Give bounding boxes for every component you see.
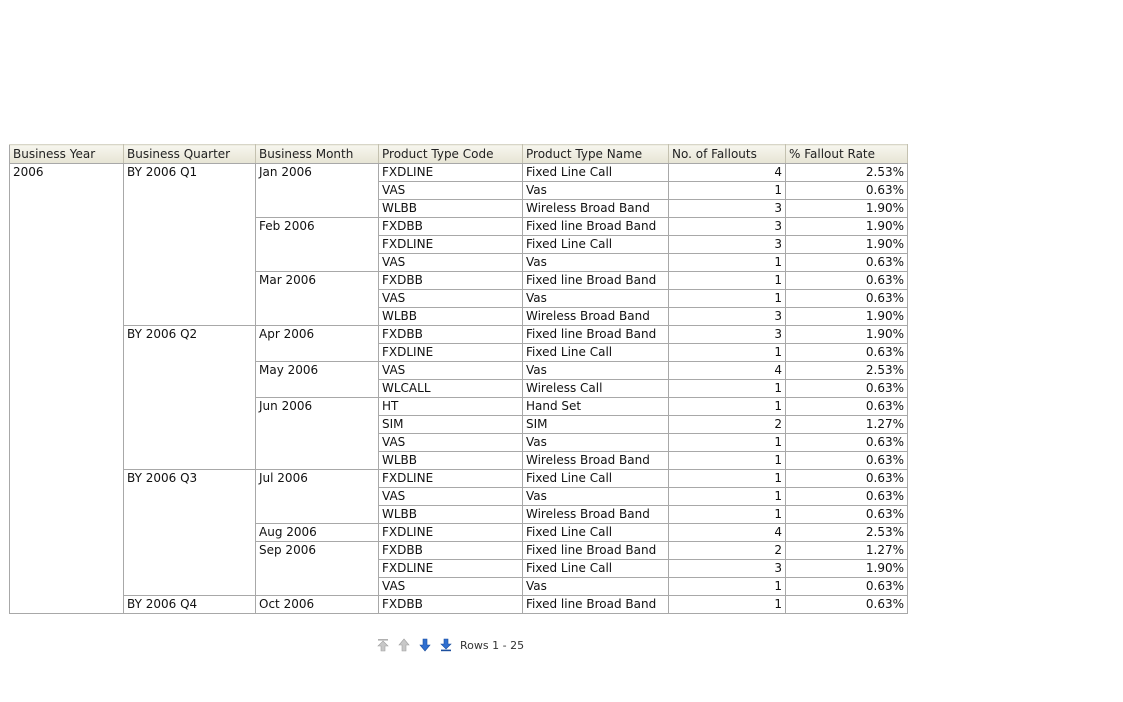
cell-fallout-rate: 0.63%	[786, 254, 908, 272]
cell-product-type-code: VAS	[379, 488, 523, 506]
cell-no-of-fallouts: 3	[669, 236, 786, 254]
cell-product-type-code: VAS	[379, 182, 523, 200]
report-table	[9, 144, 908, 614]
cell-product-type-name: Wireless Call	[523, 380, 669, 398]
cell-no-of-fallouts: 3	[669, 308, 786, 326]
cell-product-type-code: FXDBB	[379, 218, 523, 236]
cell-product-type-name: Fixed Line Call	[523, 344, 669, 362]
cell-business-month: Apr 2006	[256, 326, 379, 362]
cell-product-type-name: Vas	[523, 182, 669, 200]
cell-no-of-fallouts: 3	[669, 560, 786, 578]
cell-product-type-name: Wireless Broad Band	[523, 506, 669, 524]
table-row	[10, 326, 908, 344]
page-last-button[interactable]	[437, 636, 455, 654]
header-business-quarter[interactable]: Business Quarter	[124, 145, 256, 164]
table-row	[10, 164, 908, 182]
cell-business-month: Mar 2006	[256, 272, 379, 326]
cell-no-of-fallouts: 2	[669, 542, 786, 560]
cell-product-type-code: FXDBB	[379, 326, 523, 344]
cell-product-type-code: WLBB	[379, 452, 523, 470]
cell-fallout-rate: 2.53%	[786, 164, 908, 182]
cell-product-type-code: VAS	[379, 254, 523, 272]
cell-business-month: May 2006	[256, 362, 379, 398]
cell-product-type-code: FXDLINE	[379, 344, 523, 362]
cell-product-type-code: HT	[379, 398, 523, 416]
header-product-type-name[interactable]: Product Type Name	[523, 145, 669, 164]
cell-no-of-fallouts: 4	[669, 524, 786, 542]
cell-fallout-rate: 0.63%	[786, 578, 908, 596]
cell-product-type-name: Wireless Broad Band	[523, 452, 669, 470]
cell-no-of-fallouts: 1	[669, 254, 786, 272]
cell-product-type-name: Vas	[523, 578, 669, 596]
cell-product-type-name: Fixed Line Call	[523, 470, 669, 488]
cell-product-type-name: Vas	[523, 488, 669, 506]
cell-product-type-name: Vas	[523, 362, 669, 380]
cell-fallout-rate: 0.63%	[786, 452, 908, 470]
cell-no-of-fallouts: 1	[669, 452, 786, 470]
cell-no-of-fallouts: 4	[669, 164, 786, 182]
cell-no-of-fallouts: 1	[669, 380, 786, 398]
cell-no-of-fallouts: 1	[669, 272, 786, 290]
cell-fallout-rate: 1.90%	[786, 326, 908, 344]
cell-no-of-fallouts: 1	[669, 506, 786, 524]
page-previous-button[interactable]	[395, 636, 413, 654]
cell-product-type-code: WLBB	[379, 308, 523, 326]
cell-fallout-rate: 2.53%	[786, 362, 908, 380]
cell-business-month: Jul 2006	[256, 470, 379, 524]
cell-product-type-code: FXDLINE	[379, 560, 523, 578]
cell-product-type-code: FXDBB	[379, 542, 523, 560]
cell-no-of-fallouts: 3	[669, 200, 786, 218]
cell-fallout-rate: 0.63%	[786, 470, 908, 488]
cell-fallout-rate: 0.63%	[786, 488, 908, 506]
page-last-icon	[438, 637, 454, 653]
cell-product-type-code: VAS	[379, 290, 523, 308]
report-body	[10, 164, 908, 614]
cell-product-type-name: Hand Set	[523, 398, 669, 416]
rows-range-label: Rows 1 - 25	[460, 638, 525, 652]
cell-no-of-fallouts: 3	[669, 326, 786, 344]
cell-business-month: Jun 2006	[256, 398, 379, 470]
cell-product-type-code: FXDLINE	[379, 164, 523, 182]
table-row	[10, 470, 908, 488]
cell-no-of-fallouts: 4	[669, 362, 786, 380]
cell-product-type-name: Vas	[523, 434, 669, 452]
cell-product-type-code: FXDLINE	[379, 524, 523, 542]
cell-fallout-rate: 0.63%	[786, 272, 908, 290]
cell-business-month: Feb 2006	[256, 218, 379, 272]
cell-no-of-fallouts: 1	[669, 398, 786, 416]
cell-product-type-code: FXDBB	[379, 272, 523, 290]
cell-no-of-fallouts: 3	[669, 218, 786, 236]
page-down-icon	[417, 637, 433, 653]
cell-product-type-code: FXDBB	[379, 596, 523, 614]
cell-product-type-code: SIM	[379, 416, 523, 434]
pagination-bar	[374, 635, 524, 655]
cell-business-month: Aug 2006	[256, 524, 379, 542]
cell-no-of-fallouts: 1	[669, 434, 786, 452]
cell-product-type-name: Wireless Broad Band	[523, 200, 669, 218]
page-first-icon	[375, 637, 391, 653]
table-row	[10, 596, 908, 614]
page-up-icon	[396, 637, 412, 653]
cell-product-type-code: VAS	[379, 362, 523, 380]
cell-product-type-name: Fixed line Broad Band	[523, 272, 669, 290]
header-row	[10, 145, 908, 164]
cell-fallout-rate: 0.63%	[786, 380, 908, 398]
header-product-type-code[interactable]: Product Type Code	[379, 145, 523, 164]
cell-business-month: Sep 2006	[256, 542, 379, 596]
cell-no-of-fallouts: 1	[669, 596, 786, 614]
cell-no-of-fallouts: 1	[669, 488, 786, 506]
cell-product-type-code: WLBB	[379, 506, 523, 524]
cell-fallout-rate: 0.63%	[786, 182, 908, 200]
cell-no-of-fallouts: 1	[669, 344, 786, 362]
cell-product-type-name: Wireless Broad Band	[523, 308, 669, 326]
cell-no-of-fallouts: 1	[669, 578, 786, 596]
cell-product-type-name: Fixed Line Call	[523, 164, 669, 182]
cell-fallout-rate: 1.27%	[786, 416, 908, 434]
page-next-button[interactable]	[416, 636, 434, 654]
cell-product-type-name: Fixed line Broad Band	[523, 326, 669, 344]
cell-fallout-rate: 1.90%	[786, 200, 908, 218]
cell-no-of-fallouts: 2	[669, 416, 786, 434]
cell-business-year: 2006	[10, 164, 124, 614]
cell-fallout-rate: 1.90%	[786, 218, 908, 236]
cell-product-type-code: VAS	[379, 578, 523, 596]
cell-no-of-fallouts: 1	[669, 290, 786, 308]
cell-product-type-name: SIM	[523, 416, 669, 434]
cell-fallout-rate: 0.63%	[786, 506, 908, 524]
header-no-of-fallouts[interactable]: No. of Fallouts	[669, 145, 786, 164]
cell-fallout-rate: 0.63%	[786, 596, 908, 614]
cell-product-type-code: FXDLINE	[379, 470, 523, 488]
cell-fallout-rate: 0.63%	[786, 290, 908, 308]
header-business-month[interactable]: Business Month	[256, 145, 379, 164]
cell-product-type-name: Fixed Line Call	[523, 524, 669, 542]
page-first-button[interactable]	[374, 636, 392, 654]
cell-business-quarter: BY 2006 Q4	[124, 596, 256, 614]
cell-product-type-name: Fixed line Broad Band	[523, 542, 669, 560]
cell-business-quarter: BY 2006 Q1	[124, 164, 256, 326]
cell-product-type-name: Fixed Line Call	[523, 236, 669, 254]
header-business-year[interactable]: Business Year	[10, 145, 124, 164]
cell-no-of-fallouts: 1	[669, 182, 786, 200]
cell-fallout-rate: 1.27%	[786, 542, 908, 560]
cell-product-type-code: WLCALL	[379, 380, 523, 398]
cell-business-month: Oct 2006	[256, 596, 379, 614]
cell-fallout-rate: 1.90%	[786, 236, 908, 254]
cell-product-type-name: Fixed Line Call	[523, 560, 669, 578]
cell-fallout-rate: 0.63%	[786, 344, 908, 362]
header-fallout-rate[interactable]: % Fallout Rate	[786, 145, 908, 164]
cell-fallout-rate: 1.90%	[786, 308, 908, 326]
cell-no-of-fallouts: 1	[669, 470, 786, 488]
cell-fallout-rate: 1.90%	[786, 560, 908, 578]
cell-business-quarter: BY 2006 Q3	[124, 470, 256, 596]
cell-product-type-name: Fixed line Broad Band	[523, 596, 669, 614]
cell-fallout-rate: 2.53%	[786, 524, 908, 542]
cell-product-type-code: FXDLINE	[379, 236, 523, 254]
cell-product-type-name: Vas	[523, 290, 669, 308]
cell-fallout-rate: 0.63%	[786, 398, 908, 416]
cell-product-type-name: Fixed line Broad Band	[523, 218, 669, 236]
cell-fallout-rate: 0.63%	[786, 434, 908, 452]
cell-business-quarter: BY 2006 Q2	[124, 326, 256, 470]
cell-product-type-code: WLBB	[379, 200, 523, 218]
cell-business-month: Jan 2006	[256, 164, 379, 218]
cell-product-type-name: Vas	[523, 254, 669, 272]
cell-product-type-code: VAS	[379, 434, 523, 452]
